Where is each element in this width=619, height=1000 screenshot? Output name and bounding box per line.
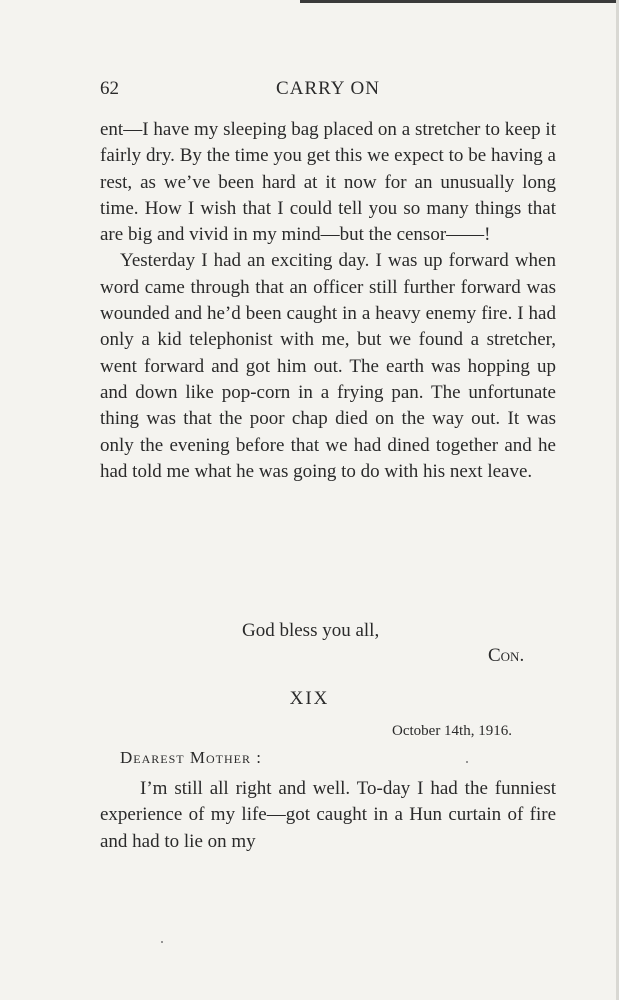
paragraph: ent—I have my sleeping bag placed on a stretcher to keep it fairly dry. By the time you get this we expect to be having a rest, as we’ve been hard at it now for an unusually long time. How I wish that I could tell you so many things that are big and vivid in my mind—but the censor——!	[100, 119, 556, 246]
letter-number-heading: XIX	[289, 688, 330, 709]
letter-closing: God bless you all,	[242, 620, 380, 641]
letter-date: October 14th, 1916.	[392, 723, 512, 739]
letter-signature: Con.	[488, 645, 525, 666]
running-title: CARRY ON	[276, 78, 380, 99]
paragraph: Yesterday I had an exciting day. I was up forward when word came through that an officer still further forward was wounded and he’d been caught in a heavy enemy fire. I had only a kid telephonist with me, but we found a stretcher, went forward and got him out. The earth was hopping up and down like pop-corn in a frying pan. The unfortunate thing was that the poor chap died on the way out. It was only the evening before that we had dined together and he had told me what he was going to do with his next leave.	[100, 250, 556, 482]
page-top-edge	[300, 0, 619, 3]
paper-speck	[161, 941, 163, 943]
letter-body	[100, 117, 556, 485]
letter-salutation: Dearest Mother :	[120, 748, 262, 767]
page-number: 62	[100, 78, 119, 99]
page-header	[100, 78, 556, 102]
paragraph: I’m still all right and well. To-day I had the funniest experience of my life—got caught in a Hun curtain of fire and had to lie on my	[100, 778, 556, 852]
next-letter-body	[100, 750, 556, 855]
paper-speck	[466, 761, 468, 763]
